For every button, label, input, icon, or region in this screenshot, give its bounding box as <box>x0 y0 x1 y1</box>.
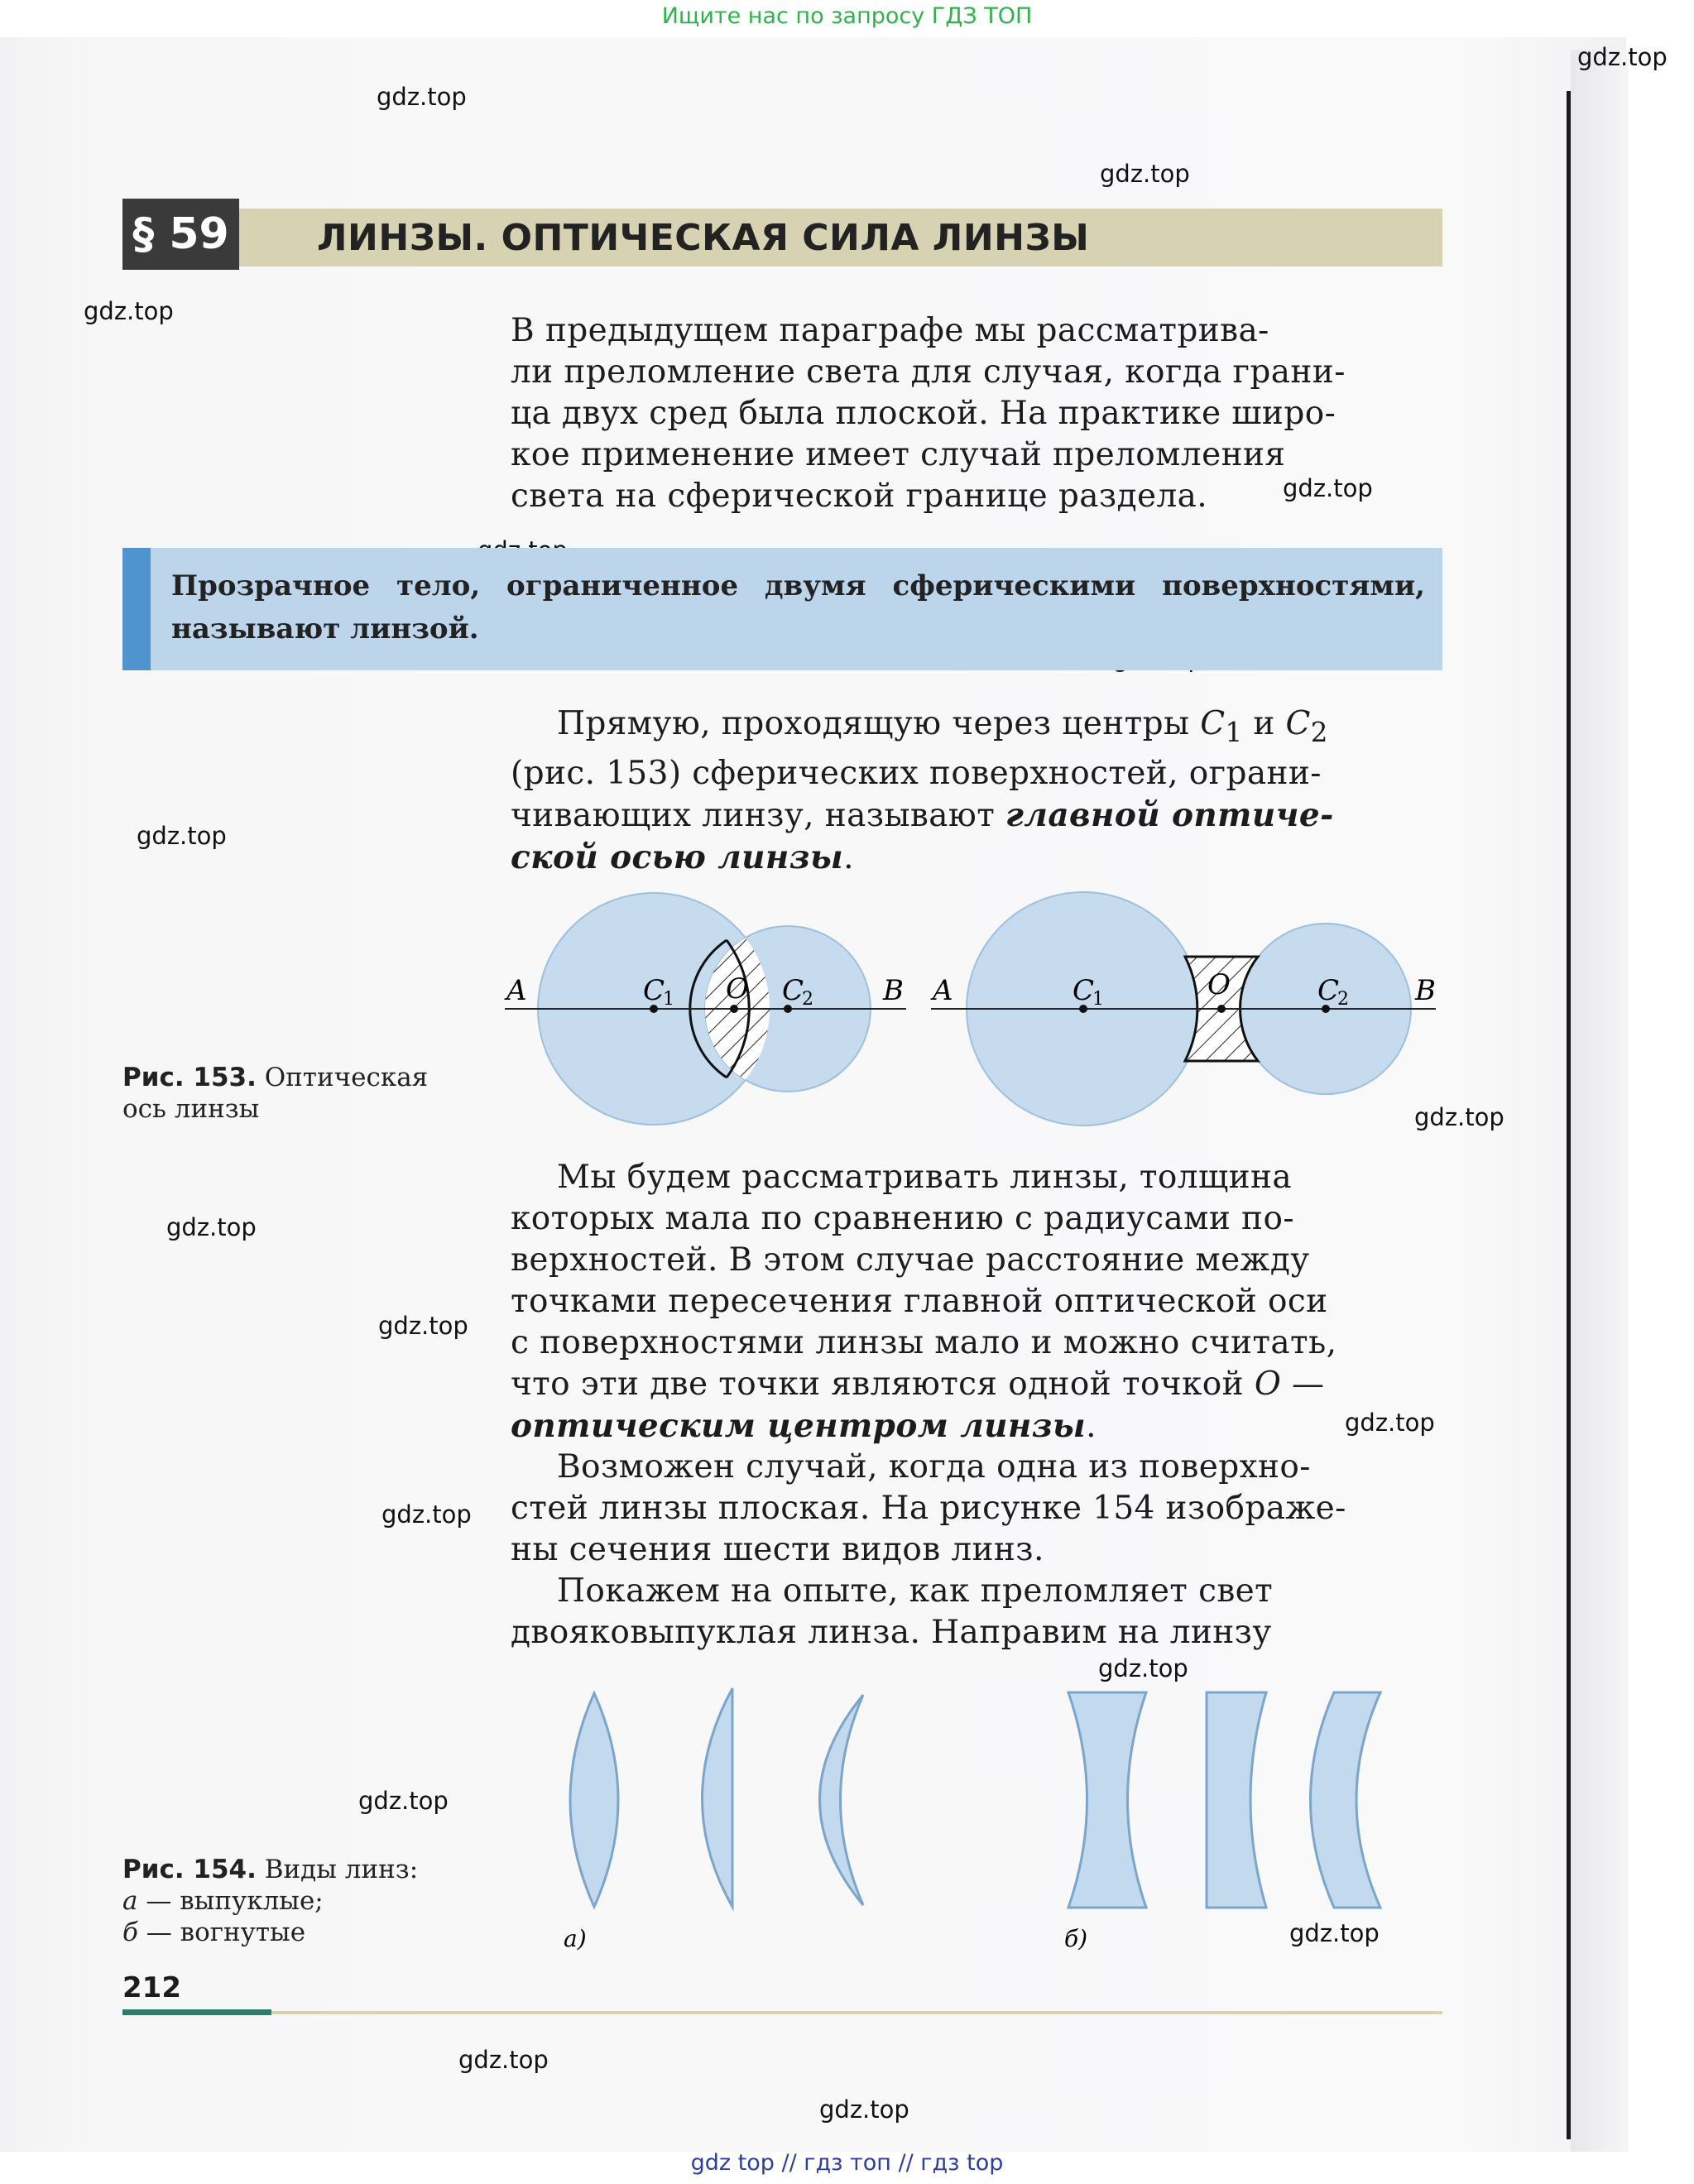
lens-convex-meniscus <box>820 1695 864 1905</box>
text-span: что эти две точки являются одной точкой <box>511 1366 1255 1403</box>
subscript: 1 <box>1225 716 1243 748</box>
lens-plano-concave <box>1207 1692 1266 1908</box>
text-span: Прямую, проходящую через центры <box>557 705 1201 742</box>
label-c1-sub: 1 <box>663 989 674 1010</box>
watermark: gdz.top <box>377 83 467 111</box>
label-b: б) <box>1064 1925 1088 1952</box>
symbol-c2: C <box>1285 705 1311 742</box>
label-a: A <box>933 974 953 1007</box>
caption-label: Рис. 154. <box>122 1855 257 1884</box>
caption-text: — вогнутые <box>137 1918 306 1947</box>
label-a: а) <box>564 1925 587 1952</box>
label-c2-sub: 2 <box>1337 989 1349 1010</box>
term-emphasis: главной оптиче- <box>1005 795 1334 834</box>
text-line: верхностей. В этом случае расстояние между <box>511 1241 1310 1279</box>
symbol-c1: C <box>1200 705 1226 742</box>
lens-plano-convex <box>703 1688 733 1907</box>
caption-text: ось линзы <box>122 1094 260 1124</box>
watermark: gdz.top <box>382 1500 472 1529</box>
text-line: В предыдущем параграфе мы рассматрива- <box>511 312 1269 349</box>
text-line: (рис. 153) сферических поверхностей, ограни- <box>511 754 1322 792</box>
label-c2-sub: 2 <box>802 989 813 1010</box>
watermark: gdz.top <box>1414 1103 1504 1131</box>
label-o: O <box>1207 968 1231 1001</box>
caption-letter: б <box>122 1918 138 1947</box>
text-line: Возможен случай, когда одна из поверхно- <box>557 1448 1311 1486</box>
watermark: gdz.top <box>378 1312 468 1340</box>
text-line: ли преломление света для случая, когда грани- <box>511 353 1346 391</box>
label-o: O <box>726 972 749 1006</box>
footer-rule <box>271 2011 1442 2014</box>
label-b: B <box>883 974 904 1007</box>
label-a: A <box>506 974 527 1007</box>
text-line: двояковыпуклая линза. Направим на линзу <box>511 1614 1272 1651</box>
text-line: кое применение имеет случай преломления <box>511 436 1286 473</box>
watermark: gdz.top <box>458 2046 549 2074</box>
caption-text: — выпуклые; <box>137 1886 324 1916</box>
label-b: B <box>1415 974 1436 1007</box>
text-line: Покажем на опыте, как преломляет свет <box>557 1572 1274 1610</box>
term-emphasis: ской осью линзы <box>511 838 844 876</box>
caption-text: Виды линз: <box>256 1855 419 1884</box>
text-line: ны сечения шести видов линз. <box>511 1531 1044 1568</box>
label-c2: C <box>782 974 804 1007</box>
label-c2: C <box>1317 974 1340 1007</box>
text-line: с поверхностями линзы мало и можно считать, <box>511 1324 1337 1361</box>
watermark: gdz.top <box>1283 474 1373 502</box>
watermark: gdz.top <box>1577 43 1668 71</box>
text-span: . <box>1086 1408 1097 1445</box>
text-line: Мы будем рассматривать линзы, толщина <box>557 1159 1293 1196</box>
watermark: gdz.top <box>1100 160 1190 188</box>
text-span: и <box>1242 705 1286 742</box>
figure-154-caption <box>122 1854 418 1948</box>
watermark: gdz.top <box>358 1787 449 1815</box>
text-line: света на сферической границе раздела. <box>511 478 1208 515</box>
text-span: чивающих линзу, называют <box>511 796 1006 834</box>
lens-concave-meniscus <box>1311 1692 1381 1908</box>
text-line: которых мала по сравнению с радиусами по- <box>511 1200 1294 1237</box>
watermark: gdz.top <box>137 822 227 850</box>
label-c1: C <box>643 974 665 1007</box>
section-title-text: ЛИНЗЫ. ОПТИЧЕСКАЯ СИЛА ЛИНЗЫ <box>317 216 1090 259</box>
bottom-banner[interactable]: gdz top // гдз топ // гдз top <box>690 2150 1004 2176</box>
text-line: Прозрачное тело, ограниченное двумя сферическими поверхностями, <box>171 569 1425 602</box>
page-number: 212 <box>122 1971 181 2004</box>
footer-rule <box>122 2009 271 2015</box>
text-line: ца двух сред была плоской. На практике широ- <box>511 395 1336 432</box>
watermark: gdz.top <box>166 1213 257 1241</box>
lens-biconvex <box>570 1693 618 1907</box>
watermark: gdz.top <box>1098 1654 1188 1682</box>
section-number: § 59 <box>122 199 239 270</box>
label-c1: C <box>1073 974 1095 1007</box>
watermark: gdz.top <box>84 297 174 325</box>
subscript: 2 <box>1310 716 1328 748</box>
caption-text: Оптическая <box>256 1063 429 1092</box>
symbol-o: O <box>1254 1366 1282 1403</box>
text-line: точками пересечения главной оптической оси <box>511 1283 1328 1320</box>
caption-letter: а <box>122 1886 138 1916</box>
caption-label: Рис. 153. <box>122 1063 257 1092</box>
lens-biconcave <box>1068 1692 1146 1908</box>
watermark: gdz.top <box>819 2095 909 2124</box>
term-emphasis: оптическим центром линзы <box>511 1407 1087 1445</box>
text-span: — <box>1281 1366 1325 1403</box>
watermark: gdz.top <box>1345 1409 1435 1437</box>
text-line: называют линзой. <box>171 612 479 646</box>
watermark: gdz.top <box>1289 1919 1380 1947</box>
text-span: . <box>843 838 854 876</box>
text-line: стей линзы плоская. На рисунке 154 изображе- <box>511 1490 1346 1527</box>
top-banner[interactable]: Ищите нас по запросу ГДЗ ТОП <box>661 3 1033 29</box>
label-c1-sub: 1 <box>1092 989 1104 1010</box>
